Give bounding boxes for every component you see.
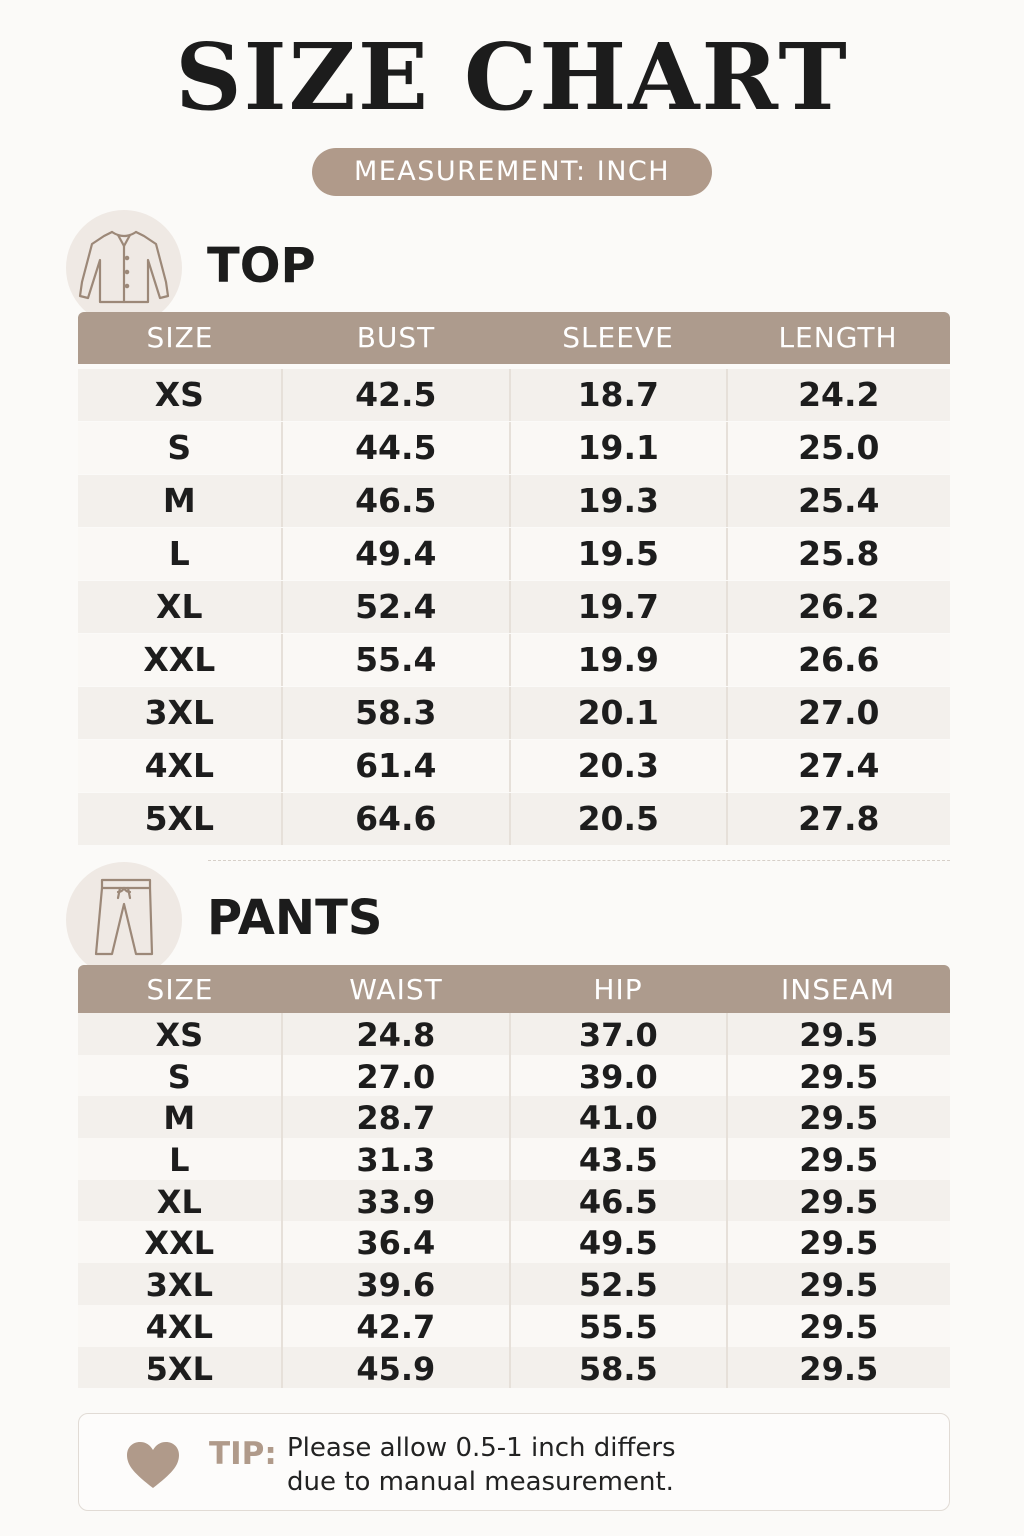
sleeve-cell: 19.7 bbox=[509, 581, 726, 633]
sleeve-cell: 19.1 bbox=[509, 422, 726, 474]
table-row bbox=[78, 369, 950, 421]
size-cell: M bbox=[163, 1099, 196, 1138]
waist-cell: 33.9 bbox=[281, 1180, 509, 1222]
table-row bbox=[78, 1138, 950, 1180]
length-cell: 26.6 bbox=[726, 634, 950, 686]
hip-cell: 41.0 bbox=[509, 1096, 726, 1138]
size-cell: 3XL bbox=[145, 1266, 213, 1305]
waist-cell: 28.7 bbox=[281, 1096, 509, 1138]
table-row bbox=[78, 1221, 950, 1263]
size-cell: XS bbox=[155, 1016, 204, 1054]
pants-section-heading: PANTS bbox=[207, 890, 383, 946]
waist-cell: 42.7 bbox=[281, 1305, 509, 1347]
waist-cell: 39.6 bbox=[281, 1263, 509, 1305]
bust-cell: 58.3 bbox=[281, 687, 509, 739]
table-row bbox=[78, 687, 950, 739]
shirt-icon bbox=[66, 210, 182, 326]
hip-cell: 46.5 bbox=[509, 1180, 726, 1222]
size-cell: XXL bbox=[143, 640, 216, 679]
waist-cell: 31.3 bbox=[281, 1138, 509, 1180]
top-header-sleeve: SLEEVE bbox=[562, 321, 674, 354]
inseam-cell: 29.5 bbox=[726, 1138, 950, 1180]
table-row bbox=[78, 1055, 950, 1097]
waist-cell: 27.0 bbox=[281, 1055, 509, 1097]
size-cell: L bbox=[169, 1141, 190, 1180]
sleeve-cell: 20.1 bbox=[509, 687, 726, 739]
size-cell: XXL bbox=[144, 1224, 215, 1263]
hip-cell: 39.0 bbox=[509, 1055, 726, 1097]
pants-icon-badge bbox=[66, 862, 182, 978]
pants-size-table bbox=[78, 965, 950, 1388]
pants-icon bbox=[66, 862, 182, 978]
size-cell: 4XL bbox=[144, 746, 215, 785]
sleeve-cell: 19.9 bbox=[509, 634, 726, 686]
hip-cell: 43.5 bbox=[509, 1138, 726, 1180]
page-title: SIZE CHART bbox=[175, 23, 849, 131]
size-cell: 5XL bbox=[144, 799, 215, 838]
table-row bbox=[78, 634, 950, 686]
table-row bbox=[78, 528, 950, 580]
sleeve-cell: 20.5 bbox=[509, 793, 726, 845]
tip-text-line-2: due to manual measurement. bbox=[287, 1467, 674, 1497]
size-cell: XL bbox=[156, 587, 203, 626]
bust-cell: 44.5 bbox=[281, 422, 509, 474]
table-row bbox=[78, 581, 950, 633]
inseam-cell: 29.5 bbox=[726, 1347, 950, 1389]
sleeve-cell: 20.3 bbox=[509, 740, 726, 792]
bust-cell: 46.5 bbox=[281, 475, 509, 527]
size-cell: S bbox=[167, 428, 192, 467]
waist-cell: 36.4 bbox=[281, 1221, 509, 1263]
inseam-cell: 29.5 bbox=[726, 1013, 950, 1055]
top-table-header bbox=[78, 312, 950, 364]
top-header-bust: BUST bbox=[356, 321, 436, 354]
hip-cell: 37.0 bbox=[509, 1013, 726, 1055]
sleeve-cell: 19.5 bbox=[509, 528, 726, 580]
length-cell: 25.8 bbox=[726, 528, 950, 580]
top-header-size: SIZE bbox=[146, 321, 214, 354]
table-row bbox=[78, 793, 950, 845]
size-cell: 5XL bbox=[145, 1349, 213, 1388]
heart-icon bbox=[125, 1440, 181, 1490]
length-cell: 27.4 bbox=[726, 740, 950, 792]
sleeve-cell: 19.3 bbox=[509, 475, 726, 527]
measurement-unit-badge: MEASUREMENT: INCH bbox=[312, 148, 712, 196]
hip-cell: 58.5 bbox=[509, 1347, 726, 1389]
length-cell: 27.8 bbox=[726, 793, 950, 845]
pants-header-size: SIZE bbox=[146, 973, 214, 1006]
size-cell: 3XL bbox=[144, 693, 215, 732]
bust-cell: 64.6 bbox=[281, 793, 509, 845]
tip-label: TIP: bbox=[209, 1436, 277, 1472]
length-cell: 26.2 bbox=[726, 581, 950, 633]
table-row bbox=[78, 1180, 950, 1222]
inseam-cell: 29.5 bbox=[726, 1305, 950, 1347]
table-row bbox=[78, 740, 950, 792]
pants-header-inseam: INSEAM bbox=[781, 973, 895, 1006]
inseam-cell: 29.5 bbox=[726, 1263, 950, 1305]
top-section-heading: TOP bbox=[207, 238, 316, 294]
top-header-length: LENGTH bbox=[778, 321, 898, 354]
length-cell: 25.0 bbox=[726, 422, 950, 474]
top-table-body bbox=[78, 368, 950, 845]
bust-cell: 55.4 bbox=[281, 634, 509, 686]
section-divider bbox=[208, 860, 950, 861]
tip-box bbox=[78, 1413, 950, 1511]
sleeve-cell: 18.7 bbox=[509, 369, 726, 421]
bust-cell: 49.4 bbox=[281, 528, 509, 580]
table-row bbox=[78, 1263, 950, 1305]
length-cell: 25.4 bbox=[726, 475, 950, 527]
pants-table-body bbox=[78, 1013, 950, 1388]
bust-cell: 61.4 bbox=[281, 740, 509, 792]
bust-cell: 42.5 bbox=[281, 369, 509, 421]
table-row bbox=[78, 1096, 950, 1138]
size-cell: L bbox=[168, 534, 190, 573]
hip-cell: 52.5 bbox=[509, 1263, 726, 1305]
table-row bbox=[78, 422, 950, 474]
shirt-icon-badge bbox=[66, 210, 182, 326]
pants-header-waist: WAIST bbox=[349, 973, 443, 1006]
tip-text-line-1: Please allow 0.5-1 inch differs bbox=[287, 1433, 676, 1463]
pants-header-hip: HIP bbox=[593, 973, 643, 1006]
pants-table-header bbox=[78, 965, 950, 1013]
size-cell: S bbox=[167, 1057, 191, 1096]
size-cell: XL bbox=[156, 1182, 202, 1221]
inseam-cell: 29.5 bbox=[726, 1096, 950, 1138]
size-cell: XS bbox=[154, 375, 204, 414]
waist-cell: 24.8 bbox=[281, 1013, 509, 1055]
bust-cell: 52.4 bbox=[281, 581, 509, 633]
table-row bbox=[78, 475, 950, 527]
inseam-cell: 29.5 bbox=[726, 1055, 950, 1097]
length-cell: 24.2 bbox=[726, 369, 950, 421]
length-cell: 27.0 bbox=[726, 687, 950, 739]
table-row bbox=[78, 1305, 950, 1347]
table-row bbox=[78, 1013, 950, 1055]
size-cell: M bbox=[162, 481, 196, 520]
hip-cell: 55.5 bbox=[509, 1305, 726, 1347]
hip-cell: 49.5 bbox=[509, 1221, 726, 1263]
top-size-table bbox=[78, 312, 950, 845]
waist-cell: 45.9 bbox=[281, 1347, 509, 1389]
size-cell: 4XL bbox=[145, 1307, 213, 1346]
table-row bbox=[78, 1347, 950, 1389]
inseam-cell: 29.5 bbox=[726, 1180, 950, 1222]
inseam-cell: 29.5 bbox=[726, 1221, 950, 1263]
